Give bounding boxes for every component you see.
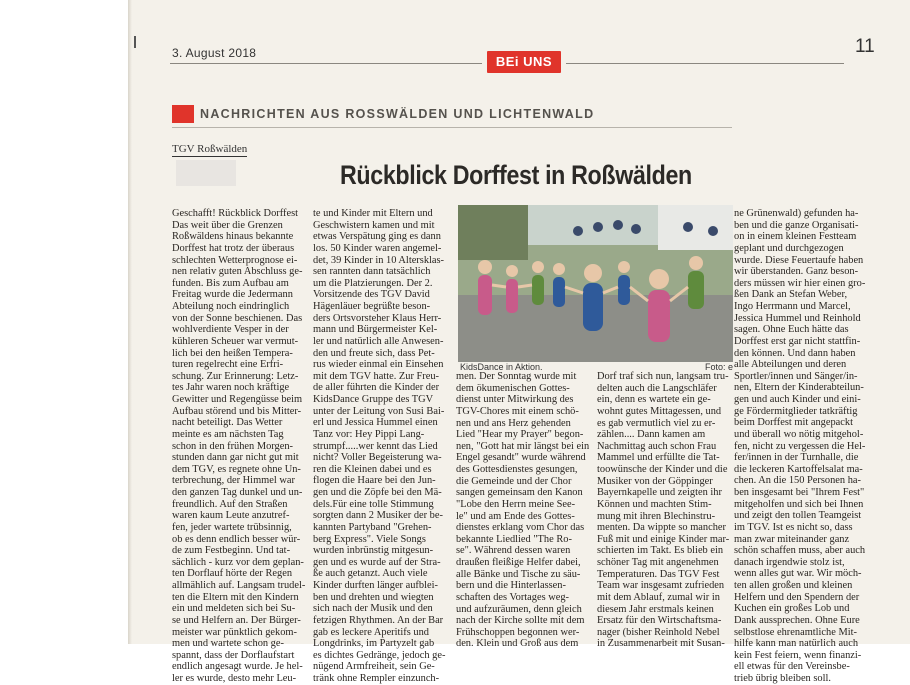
photo-caption: KidsDance in Aktion. bbox=[460, 362, 543, 372]
section-marker-icon bbox=[172, 105, 194, 123]
kidsdance-photo bbox=[458, 205, 733, 362]
scan-edge bbox=[128, 0, 132, 644]
article-headline: Rückblick Dorffest in Roßwälden bbox=[340, 160, 692, 190]
issue-date: 3. August 2018 bbox=[172, 46, 257, 60]
article-kicker: TGV Roßwälden bbox=[172, 143, 248, 155]
section-header bbox=[172, 103, 594, 125]
page-number: 11 bbox=[855, 36, 875, 57]
photo-credit: Foto: e bbox=[705, 362, 734, 372]
header-rule-left bbox=[170, 63, 482, 64]
header-rule-right bbox=[566, 63, 844, 64]
column-text: ne Grünenwald) gefunden ha- ben und die ganze Organisati- on in einem kleinen Festteam geplant und durchgezogen wurde. Diese Feuertaufe haben wir überstanden. Ganz beson- ders müssen wir hier einen gro- ßen Dank an Stefan Weber, Ingo Herrmann und Marcel, Jessica Hummel und Reinhold sagen. Ohne Euch hätte das Dorffest erst gar nicht stattfin- den können. Und dann haben alle Abteilungen und deren Sportler/innen und Sänger/in- nen, Eltern der Kinderabteilun- gen und auch Kinder und eini- ge Fördermitglieder tatkräftig beim Dorffest mit angepackt und überall wo nötig mitgehol- fen, nicht zu vergessen die Hel- fer/innen in der Turnhalle, die die leckeren Kartoffelsalat ma- chen. An die 150 Personen ha- ben insgesamt bei "Ihrem Fest" mitgeholfen und sich bei Ihnen und zeigt den tollen Teamgeist im TGV. Ist es nicht so, dass man zwar miteinander ganz schön schaffen muss, aber auch danach irgendwie stolz ist, wenn alles gut war. Wir möch- ten allen großen und kleinen Helfern und den Spendern der Kuchen ein großes Lob und Dank aussprechen. Ohne Eure selbstlose ehrenamtliche Mit- hilfe kann man natürlich auch kein Fest feiern, wenn finanzi- ell etwas für den Vereinsbe- trieb übrig bleiben soll. bbox=[734, 208, 866, 684]
section-title: NACHRICHTEN AUS ROSSWÄLDEN UND LICHTENWALD bbox=[200, 107, 595, 121]
article-column-1 bbox=[172, 208, 307, 685]
article-column-5 bbox=[734, 208, 894, 685]
article-column-4 bbox=[597, 371, 731, 650]
article-column-2 bbox=[313, 208, 449, 685]
article-column-3 bbox=[456, 371, 590, 650]
column-text: te und Kinder mit Eltern und Geschwistern kamen und mit etwas Verspätung ging es dann los. 50 Kinder waren angemel- det, 39 Kinder in 10 Altersklas- sen rannten dann tatsächlich um die Platzierungen. Der 2. Vorsitzende des TGV David Hägenläuer begrüßte beson- ders Ortsvorsteher Klaus Herr- mann und Bürgermeister Kel- ler und natürlich alle Anwesen- den und freute sich, dass Pet- rus wieder einmal ein Einsehen mit dem TGV hatte. Zur Freu- de aller führten die Kinder der KidsDance Gruppe des TGV unter der Leitung von Susi Bai- erl und Jessica Hummel einen Tanz vor: Hey Pippi Lang- strumpf.....wer kennt das Lied nicht? Voller Begeisterung wa- ren die Kleinen dabei und es flogen die Haare bei den Jun- gen und die Zöpfe bei den Mä- dels.Für eine tolle Stimmung sorgten dann 2 Musiker der be- kannten Partyband "Grehen- berg Express". Viele Songs wurden inbrünstig mitgesun- gen und es wurde auf der Stra- ße auch getanzt. Auch viele Kinder durften länger aufblei- ben und drehten und wiegten sich nach der Musik und den fetzigen Rhythmen. An der Bar gab es leckere Aperitifs und Longdrinks, im Partyzelt gab es dichtes Gedränge, jedoch ge- nügend Armfreiheit, sein Ge- tränk ohne Rempler einzunch- bbox=[313, 208, 446, 684]
margin-mark bbox=[134, 36, 136, 48]
section-badge: BEi UNS bbox=[487, 51, 561, 73]
column-text: men. Der Sonntag wurde mit dem ökumenischen Gottes- dienst unter Mitwirkung des TGV-Chores mit einem schö- nen und ans Herz gehenden Lied "Hear my Prayer" begon- nen, "Gott hat mir längst bei ein Engel gesandt" wurde während des Gottesdienstes gesungen, die Gemeinde und der Chor sangen gemeinsam den Kanon "Lobe den Herrn meine See- le" und am Ende des Gottes- dienstes erklang vom Chor das bekannte Liedlied "The Ro- se". Während dessen waren draußen fleißige Helfer dabei, alle Bänke und Tische zu säu- bern und die Hinterlassen- schaften des Vortages weg- und aufzuräumen, denn gleich nach der Kirche sollte mit dem Frühschoppen begonnen wer- den. Klein und Groß aus dem bbox=[456, 371, 590, 650]
column-text: Dorf traf sich nun, langsam tru- delten auch die Langschläfer ein, denn es wartete ein ge- wohnt gutes Mittagessen, und es gab vermutlich viel zu er- zählen.... Dann kamen am Nachmittag auch schon Frau Mammel und erfüllte die Tat- toowünsche der Kinder und die Musiker von der Göppinger Bayernkapelle und zeigten ihr Können und machten Stim- mung mit ihren Blechinstru- menten. Da wippte so mancher Fuß mit und einige Kinder mar- schierten im Takt. Es blieb ein schöner Tag mit angenehmen Temperaturen. Das TGV Fest Team war insgesamt zufrieden mit dem Ablauf, zumal wir in diesem Jahr erstmals keinen Ersatz für den Wirtschaftsma- nager (bisher Reinhold Nebel in Zusammenarbeit mit Susan- bbox=[597, 371, 730, 650]
section-rule bbox=[172, 127, 732, 128]
column-text: Geschafft! Rückblick Dorffest Das weit über die Grenzen Roßwäldens hinaus bekannte Dorffest hat trotz der überaus schlechten Wetterprognose ei- nen relativ guten Abschluss ge- funden. Bis zum Aufbau am Freitag wurde die Jedermann Abteilung noch eindringlich von der Sonne beschienen. Das wohlverdiente Vesper in der kühleren Scheuer war vermut- lich bei den heißen Tempera- turen regelrecht eine Erfri- schung. Zur Erinnerung: Letz- tes Jahr waren noch kräftige Gewitter und Regengüsse beim Aufbau störend und bis Mitter- nacht beteiligt. Das Wetter meinte es am nächsten Tag schon in den frühen Morgen- stunden dann gar nicht gut mit dem TGV, es regnete ohne Un- terbrechung, der Himmel war den ganzen Tag dunkel und un- freundlich. Auf den Straßen waren kaum Leute anzutref- fen, jeder wartete trübsinnig, ob es denn endlich besser wür- de zum Festbeginn. Und tat- sächlich - kurz vor dem geplan- ten Dorflauf hörte der Regen allmählich auf. Langsam trudel- ten die Eltern mit den Kindern ein und meldeten sich bei Su- se und Helfern an. Der Bürger- meister war pünktlich gekom- men und wartete schon ge- spannt, dass der Dorflaufstart endlich angesagt wurde. Je hel- ler es wurde, desto mehr Leu- bbox=[172, 208, 306, 684]
photo-illustration bbox=[458, 205, 733, 362]
bleed-through-shadow bbox=[176, 160, 236, 186]
